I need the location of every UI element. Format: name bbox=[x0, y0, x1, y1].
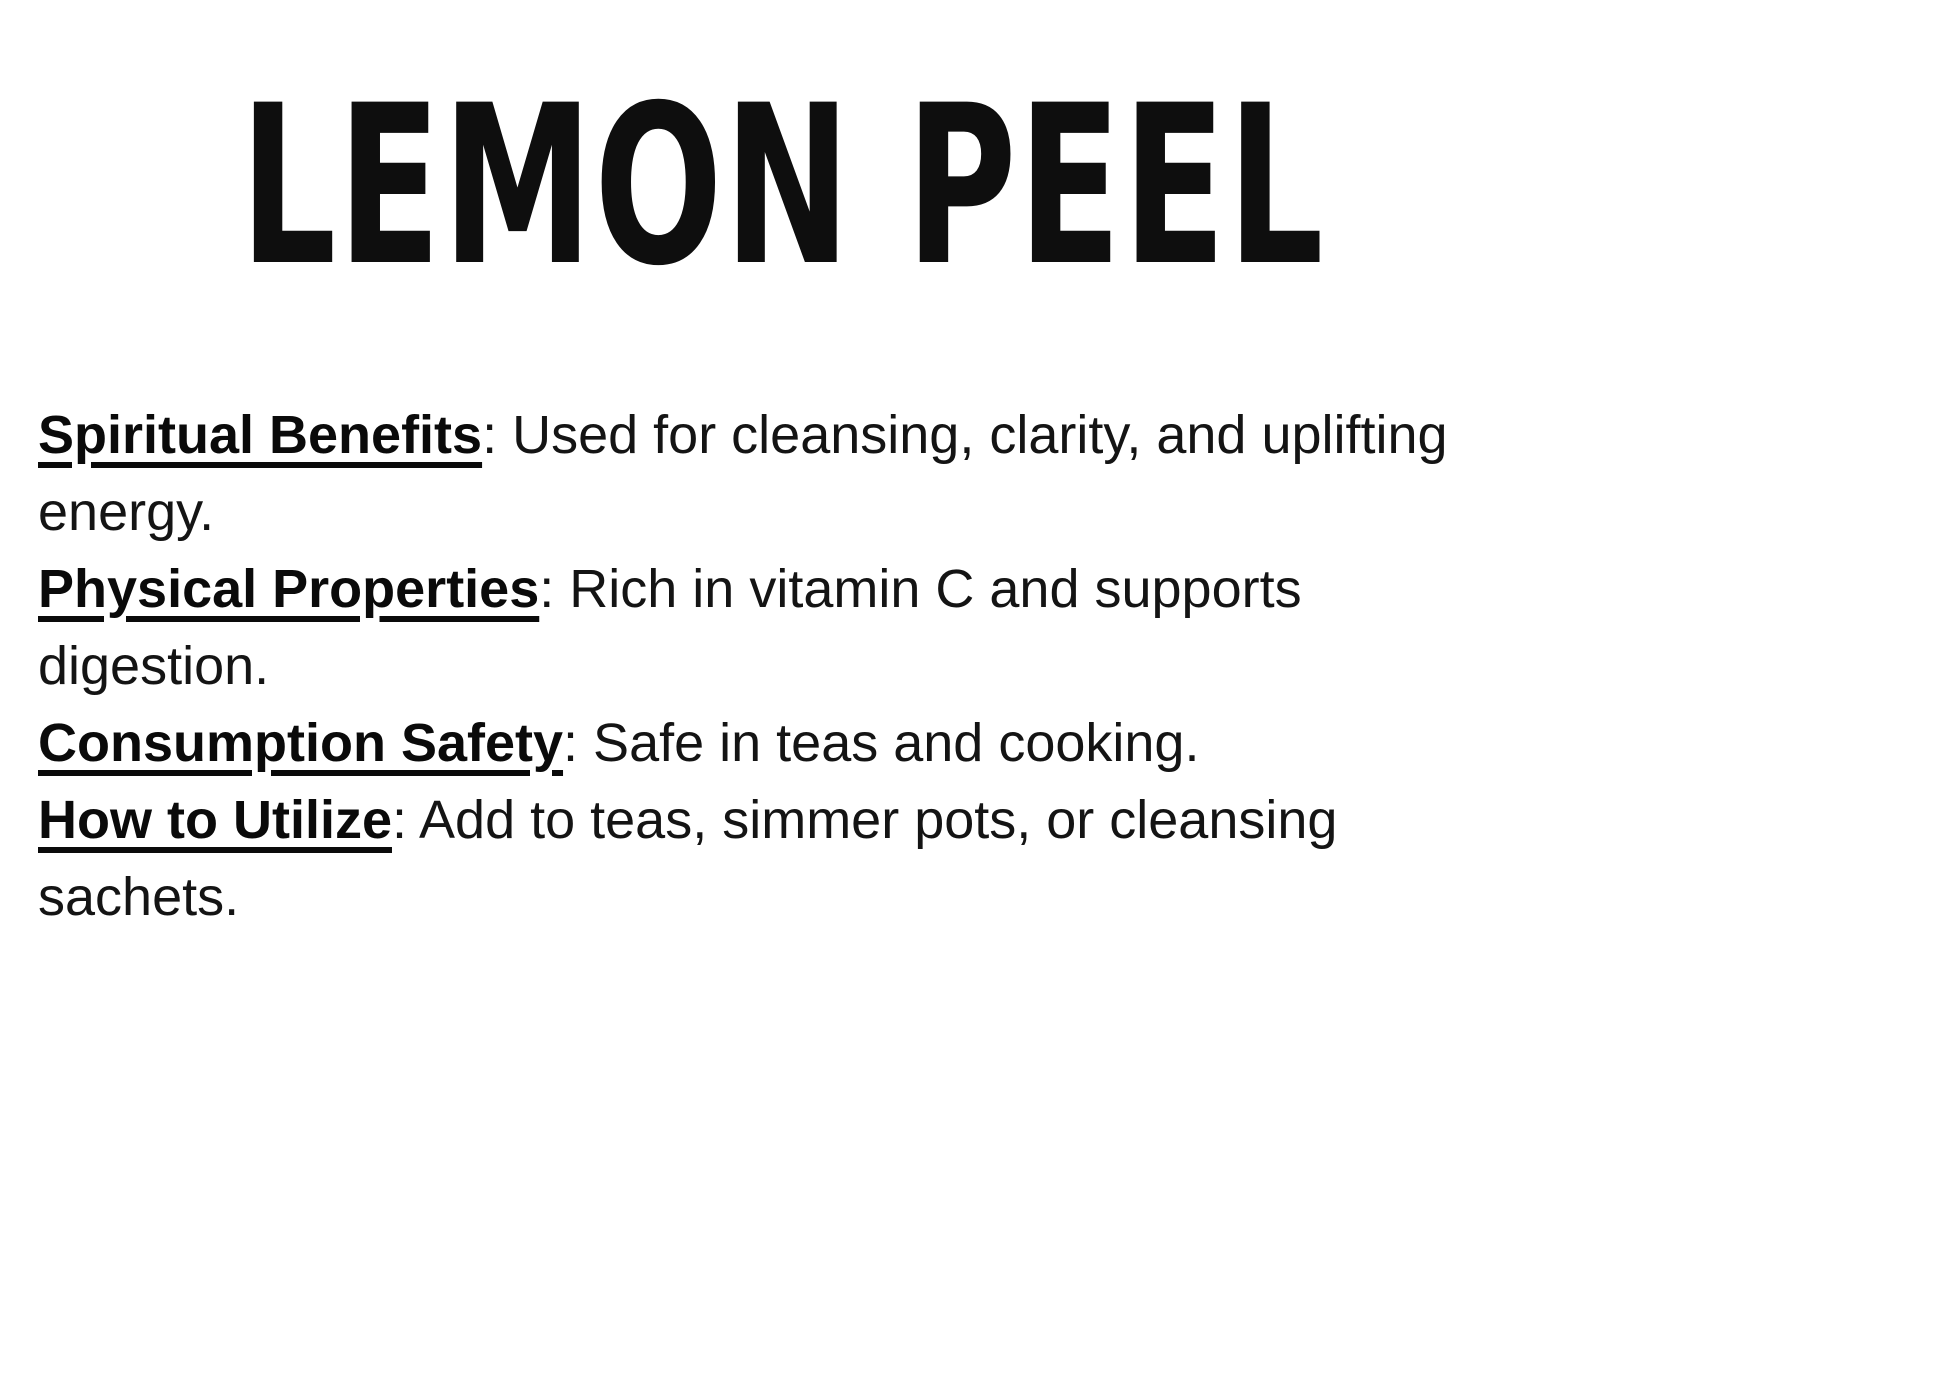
entry-label-physical-properties: Physical Properties bbox=[38, 559, 540, 619]
page-title: LEMON PEEL bbox=[240, 58, 1325, 314]
label-separator: : bbox=[539, 559, 570, 619]
entry-text-spiritual-benefits: Used for cleansing, clarity, and uplifting energy. bbox=[38, 405, 1448, 542]
entry-physical-properties bbox=[38, 551, 1538, 705]
label-separator: : bbox=[391, 790, 420, 850]
label-separator: : bbox=[563, 713, 594, 773]
entry-consumption-safety bbox=[38, 705, 1538, 782]
label-separator: : bbox=[482, 405, 513, 465]
entry-text-how-to-utilize: Add to teas, simmer pots, or cleansing sachets. bbox=[38, 790, 1338, 927]
entry-text-consumption-safety: Safe in teas and cooking. bbox=[593, 713, 1200, 773]
entry-label-spiritual-benefits: Spiritual Benefits bbox=[38, 405, 483, 465]
entry-spiritual-benefits bbox=[38, 397, 1538, 551]
entry-text-physical-properties: Rich in vitamin C and supports digestion. bbox=[38, 559, 1302, 696]
entry-how-to-utilize bbox=[38, 782, 1538, 936]
info-text-block bbox=[38, 397, 1538, 936]
page-title-graphic bbox=[0, 0, 1946, 330]
entry-label-how-to-utilize: How to Utilize bbox=[38, 790, 392, 850]
entry-label-consumption-safety: Consumption Safety bbox=[38, 713, 564, 773]
